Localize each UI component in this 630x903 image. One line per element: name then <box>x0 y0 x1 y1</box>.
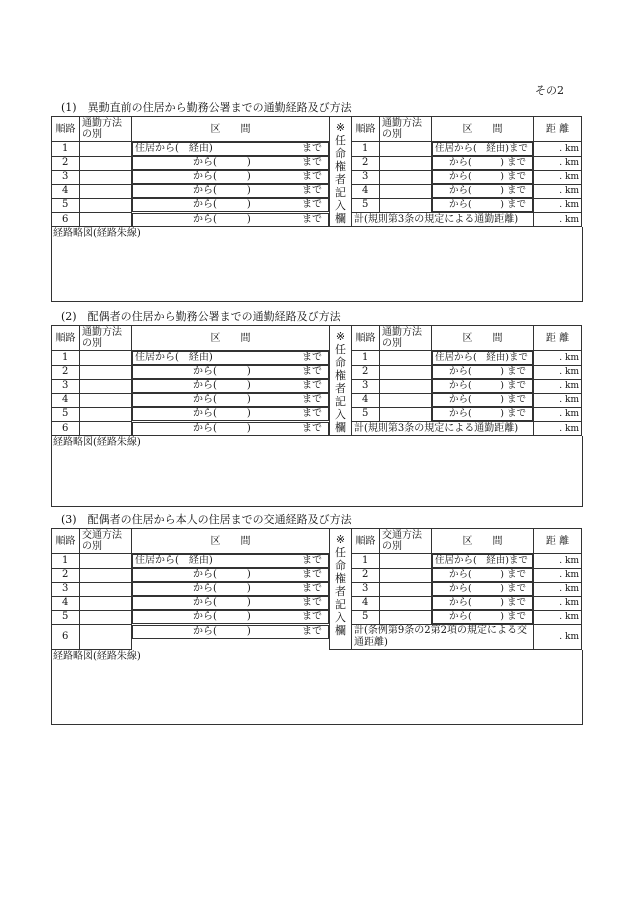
ninmei-column <box>330 529 352 650</box>
route-number: 2 <box>352 156 380 170</box>
ninmei-char: 任 <box>335 546 346 559</box>
ninmei-char: 記 <box>335 395 346 408</box>
kukan-cell[interactable] <box>132 554 329 568</box>
from-text: 住居から( 経由) <box>135 143 213 154</box>
method-cell[interactable] <box>80 568 132 582</box>
made-text: まで <box>302 171 322 182</box>
made-text: まで <box>508 352 528 363</box>
kukan-cell[interactable] <box>132 568 329 582</box>
method-cell[interactable] <box>80 582 132 596</box>
junro-header: 順路 <box>52 326 80 351</box>
method-cell[interactable] <box>80 554 132 569</box>
method-cell[interactable] <box>80 365 132 379</box>
made-text: まで <box>302 380 322 391</box>
kukan-cell[interactable] <box>432 393 533 407</box>
method-cell[interactable] <box>380 596 432 610</box>
made-text: まで <box>506 569 526 580</box>
made-text: まで <box>302 422 322 434</box>
made-text: まで <box>302 555 322 566</box>
method-cell[interactable] <box>380 184 432 198</box>
kukan-cell[interactable] <box>132 142 329 156</box>
route-map-area[interactable] <box>51 227 583 302</box>
total-distance-cell[interactable]: . km <box>534 213 582 227</box>
from-text: から( ) <box>449 597 504 608</box>
made-text: まで <box>302 199 322 210</box>
route-number: 3 <box>352 582 380 596</box>
ninmei-char: ※ <box>335 533 346 546</box>
method-cell[interactable] <box>80 142 132 157</box>
route-table <box>51 116 582 227</box>
route-number: 6 <box>52 422 80 436</box>
map-label: 経路略図(経路朱線) <box>53 228 141 239</box>
kukan-cell[interactable] <box>432 407 533 421</box>
total-distance-cell[interactable]: . km <box>534 625 582 650</box>
made-text: まで <box>506 597 526 608</box>
method-cell[interactable] <box>380 170 432 184</box>
kukan-cell[interactable] <box>132 213 329 227</box>
from-text: 住居から( 経由) <box>435 555 509 566</box>
ninmei-char: 記 <box>335 598 346 611</box>
method-cell[interactable] <box>380 198 432 213</box>
method-cell[interactable] <box>80 213 132 227</box>
made-text: まで <box>302 157 322 168</box>
from-text: から( ) <box>193 199 251 210</box>
method-cell[interactable] <box>80 184 132 198</box>
made-text: まで <box>302 569 322 580</box>
route-number: 1 <box>352 142 380 157</box>
ninmei-char: 欄 <box>335 212 346 225</box>
from-text: から( ) <box>193 597 251 608</box>
ninmei-char: 入 <box>335 611 346 624</box>
from-text: から( ) <box>449 185 504 196</box>
from-text: から( ) <box>193 213 251 225</box>
made-text: まで <box>302 583 322 594</box>
method-cell[interactable] <box>80 393 132 407</box>
from-text: 住居から( 経由) <box>135 352 213 363</box>
route-section-1 <box>51 100 581 302</box>
method-cell[interactable] <box>80 198 132 213</box>
method-cell[interactable] <box>80 596 132 610</box>
ninmei-column <box>330 117 352 227</box>
junro-header: 順路 <box>352 117 380 142</box>
ninmei-char: 命 <box>335 356 346 369</box>
route-number: 4 <box>52 596 80 610</box>
section-title: (3) 配偶者の住居から本人の住居までの交通経路及び方法 <box>61 513 352 526</box>
method-cell[interactable] <box>80 625 132 650</box>
page-label: その2 <box>535 84 564 97</box>
distance-cell[interactable]: . km <box>534 365 582 379</box>
distance-cell[interactable]: . km <box>534 610 582 625</box>
route-number: 5 <box>352 610 380 625</box>
method-cell[interactable] <box>80 610 132 625</box>
route-number: 4 <box>352 596 380 610</box>
ninmei-char: 者 <box>335 585 346 598</box>
kukan-cell[interactable] <box>432 568 533 582</box>
kukan-cell[interactable] <box>432 554 533 568</box>
route-number: 5 <box>352 198 380 213</box>
kukan-cell[interactable] <box>132 625 329 639</box>
made-text: まで <box>506 157 526 168</box>
made-text: まで <box>302 408 322 419</box>
total-distance-cell[interactable]: . km <box>534 422 582 436</box>
ninmei-char: 任 <box>335 343 346 356</box>
junro-header: 順路 <box>352 529 380 554</box>
method-header: 通勤方法の別 <box>380 326 432 351</box>
made-text: まで <box>302 394 322 405</box>
sum-label: 計(規則第3条の規定による通勤距離) <box>352 213 534 227</box>
method-cell[interactable] <box>80 170 132 184</box>
method-cell[interactable] <box>380 142 432 157</box>
route-number: 4 <box>352 184 380 198</box>
method-cell[interactable] <box>80 407 132 422</box>
sum-label: 計(規則第3条の規定による通勤距離) <box>352 422 534 436</box>
method-cell[interactable] <box>380 365 432 379</box>
from-text: から( ) <box>193 394 251 405</box>
method-cell[interactable] <box>380 379 432 393</box>
kukan-cell[interactable] <box>432 596 533 610</box>
route-number: 2 <box>52 156 80 170</box>
from-text: から( ) <box>193 625 251 637</box>
kukan-header: 区 間 <box>132 117 330 142</box>
from-text: から( ) <box>193 422 251 434</box>
from-text: 住居から( 経由) <box>435 143 509 154</box>
route-table <box>51 528 582 650</box>
kukan-cell[interactable] <box>132 379 329 393</box>
route-number: 1 <box>52 351 80 366</box>
made-text: まで <box>508 143 528 154</box>
made-text: まで <box>302 597 322 608</box>
kukan-cell[interactable] <box>132 156 329 170</box>
route-number: 3 <box>352 170 380 184</box>
method-cell[interactable] <box>80 422 132 436</box>
ninmei-char: 欄 <box>335 421 346 434</box>
method-cell[interactable] <box>380 554 432 569</box>
made-text: まで <box>302 185 322 196</box>
route-number: 2 <box>52 365 80 379</box>
distance-cell[interactable]: . km <box>534 568 582 582</box>
made-text: まで <box>302 366 322 377</box>
kukan-cell[interactable] <box>132 407 329 421</box>
from-text: から( ) <box>449 380 504 391</box>
section-title: (2) 配偶者の住居から勤務公署までの通勤経路及び方法 <box>61 310 341 323</box>
kukan-cell[interactable] <box>432 379 533 393</box>
distance-cell[interactable]: . km <box>534 156 582 170</box>
ninmei-char: 命 <box>335 147 346 160</box>
method-cell[interactable] <box>80 156 132 170</box>
distance-cell[interactable]: . km <box>534 393 582 407</box>
kukan-cell[interactable] <box>132 198 329 212</box>
route-map-area[interactable] <box>51 436 583 507</box>
made-text: まで <box>506 583 526 594</box>
ninmei-char: ※ <box>335 121 346 134</box>
from-text: から( ) <box>193 171 251 182</box>
route-number: 2 <box>352 365 380 379</box>
kukan-cell[interactable] <box>132 393 329 407</box>
ninmei-char: 者 <box>335 382 346 395</box>
method-header: 通勤方法の別 <box>380 117 432 142</box>
kukan-cell[interactable] <box>132 596 329 610</box>
method-cell[interactable] <box>80 379 132 393</box>
route-section-2 <box>51 309 581 507</box>
ninmei-char: 権 <box>335 369 346 382</box>
method-header: 通勤方法の別 <box>80 117 132 142</box>
route-number: 4 <box>352 393 380 407</box>
route-number: 4 <box>52 393 80 407</box>
route-number: 5 <box>352 407 380 422</box>
method-cell[interactable] <box>380 568 432 582</box>
route-number: 5 <box>52 198 80 213</box>
distance-cell[interactable]: . km <box>534 407 582 422</box>
map-label: 経路略図(経路朱線) <box>53 437 141 448</box>
route-table <box>51 325 582 436</box>
junro-header: 順路 <box>52 117 80 142</box>
from-text: から( ) <box>449 611 504 622</box>
kukan-cell[interactable] <box>432 156 533 170</box>
route-number: 6 <box>52 625 80 650</box>
method-cell[interactable] <box>380 393 432 407</box>
kukan-cell[interactable] <box>432 198 533 212</box>
ninmei-char: 記 <box>335 186 346 199</box>
kukan-cell[interactable] <box>132 610 329 624</box>
ninmei-column <box>330 326 352 436</box>
route-number: 4 <box>52 184 80 198</box>
ninmei-char: ※ <box>335 330 346 343</box>
ninmei-char: 権 <box>335 572 346 585</box>
made-text: まで <box>506 611 526 622</box>
distance-cell[interactable]: . km <box>534 379 582 393</box>
distance-cell[interactable]: . km <box>534 596 582 610</box>
made-text: まで <box>302 625 322 637</box>
kyori-header: 距 離 <box>534 117 582 142</box>
from-text: から( ) <box>449 199 504 210</box>
kukan-cell[interactable] <box>432 351 533 365</box>
made-text: まで <box>302 143 322 154</box>
route-number: 1 <box>52 554 80 569</box>
route-section-3 <box>51 512 581 725</box>
made-text: まで <box>506 408 526 419</box>
distance-cell[interactable]: . km <box>534 198 582 213</box>
kukan-cell[interactable] <box>132 422 329 436</box>
kukan-header: 区 間 <box>432 117 534 142</box>
method-header: 通勤方法の別 <box>80 326 132 351</box>
made-text: まで <box>302 352 322 363</box>
route-map-area[interactable] <box>51 650 583 725</box>
from-text: から( ) <box>449 408 504 419</box>
method-cell[interactable] <box>80 351 132 366</box>
from-text: から( ) <box>449 394 504 405</box>
distance-cell[interactable]: . km <box>534 554 582 569</box>
kukan-cell[interactable] <box>132 351 329 365</box>
junro-header: 順路 <box>52 529 80 554</box>
ninmei-char: 者 <box>335 173 346 186</box>
from-text: から( ) <box>449 366 504 377</box>
kukan-cell[interactable] <box>132 582 329 596</box>
from-text: から( ) <box>449 583 504 594</box>
method-cell[interactable] <box>380 407 432 422</box>
distance-cell[interactable]: . km <box>534 142 582 157</box>
kukan-header: 区 間 <box>432 326 534 351</box>
kukan-cell[interactable] <box>132 184 329 198</box>
kukan-header: 区 間 <box>132 529 330 554</box>
from-text: 住居から( 経由) <box>135 555 213 566</box>
kukan-cell[interactable] <box>432 365 533 379</box>
route-number: 1 <box>352 351 380 366</box>
method-cell[interactable] <box>380 351 432 366</box>
route-number: 5 <box>52 407 80 422</box>
made-text: まで <box>506 380 526 391</box>
route-number: 3 <box>52 379 80 393</box>
kukan-header: 区 間 <box>132 326 330 351</box>
ninmei-char: 入 <box>335 408 346 421</box>
kukan-header: 区 間 <box>432 529 534 554</box>
from-text: から( ) <box>193 569 251 580</box>
sum-label: 計(条例第9条の2第2項の規定による交通距離) <box>352 625 534 650</box>
made-text: まで <box>506 185 526 196</box>
distance-cell[interactable]: . km <box>534 582 582 596</box>
route-number: 6 <box>52 213 80 227</box>
made-text: まで <box>506 171 526 182</box>
junro-header: 順路 <box>352 326 380 351</box>
kukan-cell[interactable] <box>432 170 533 184</box>
from-text: 住居から( 経由) <box>435 352 509 363</box>
from-text: から( ) <box>193 157 251 168</box>
route-number: 3 <box>352 379 380 393</box>
distance-cell[interactable]: . km <box>534 184 582 198</box>
method-header: 交通方法の別 <box>80 529 132 554</box>
ninmei-char: 権 <box>335 160 346 173</box>
made-text: まで <box>506 366 526 377</box>
distance-cell[interactable]: . km <box>534 351 582 366</box>
made-text: まで <box>506 199 526 210</box>
route-number: 3 <box>52 582 80 596</box>
from-text: から( ) <box>193 583 251 594</box>
kukan-cell[interactable] <box>432 142 533 156</box>
route-number: 5 <box>52 610 80 625</box>
made-text: まで <box>302 213 322 225</box>
ninmei-char: 命 <box>335 559 346 572</box>
route-number: 2 <box>52 568 80 582</box>
kyori-header: 距 離 <box>534 326 582 351</box>
ninmei-char: 任 <box>335 134 346 147</box>
from-text: から( ) <box>193 611 251 622</box>
from-text: から( ) <box>193 185 251 196</box>
section-title: (1) 異動直前の住居から勤務公署までの通勤経路及び方法 <box>61 101 352 114</box>
kukan-cell[interactable] <box>432 582 533 596</box>
made-text: まで <box>506 394 526 405</box>
route-number: 1 <box>352 554 380 569</box>
from-text: から( ) <box>193 380 251 391</box>
map-label: 経路略図(経路朱線) <box>53 651 141 662</box>
made-text: まで <box>302 611 322 622</box>
kukan-cell[interactable] <box>432 610 533 624</box>
kyori-header: 距 離 <box>534 529 582 554</box>
kukan-cell[interactable] <box>132 365 329 379</box>
method-header: 交通方法の別 <box>380 529 432 554</box>
from-text: から( ) <box>449 171 504 182</box>
ninmei-char: 入 <box>335 199 346 212</box>
ninmei-char: 欄 <box>335 624 346 637</box>
route-number: 3 <box>52 170 80 184</box>
route-number: 1 <box>52 142 80 157</box>
kukan-cell[interactable] <box>132 170 329 184</box>
made-text: まで <box>508 555 528 566</box>
from-text: から( ) <box>449 569 504 580</box>
method-cell[interactable] <box>380 610 432 625</box>
from-text: から( ) <box>449 157 504 168</box>
kukan-cell[interactable] <box>432 184 533 198</box>
from-text: から( ) <box>193 408 251 419</box>
distance-cell[interactable]: . km <box>534 170 582 184</box>
method-cell[interactable] <box>380 582 432 596</box>
method-cell[interactable] <box>380 156 432 170</box>
route-number: 2 <box>352 568 380 582</box>
from-text: から( ) <box>193 366 251 377</box>
